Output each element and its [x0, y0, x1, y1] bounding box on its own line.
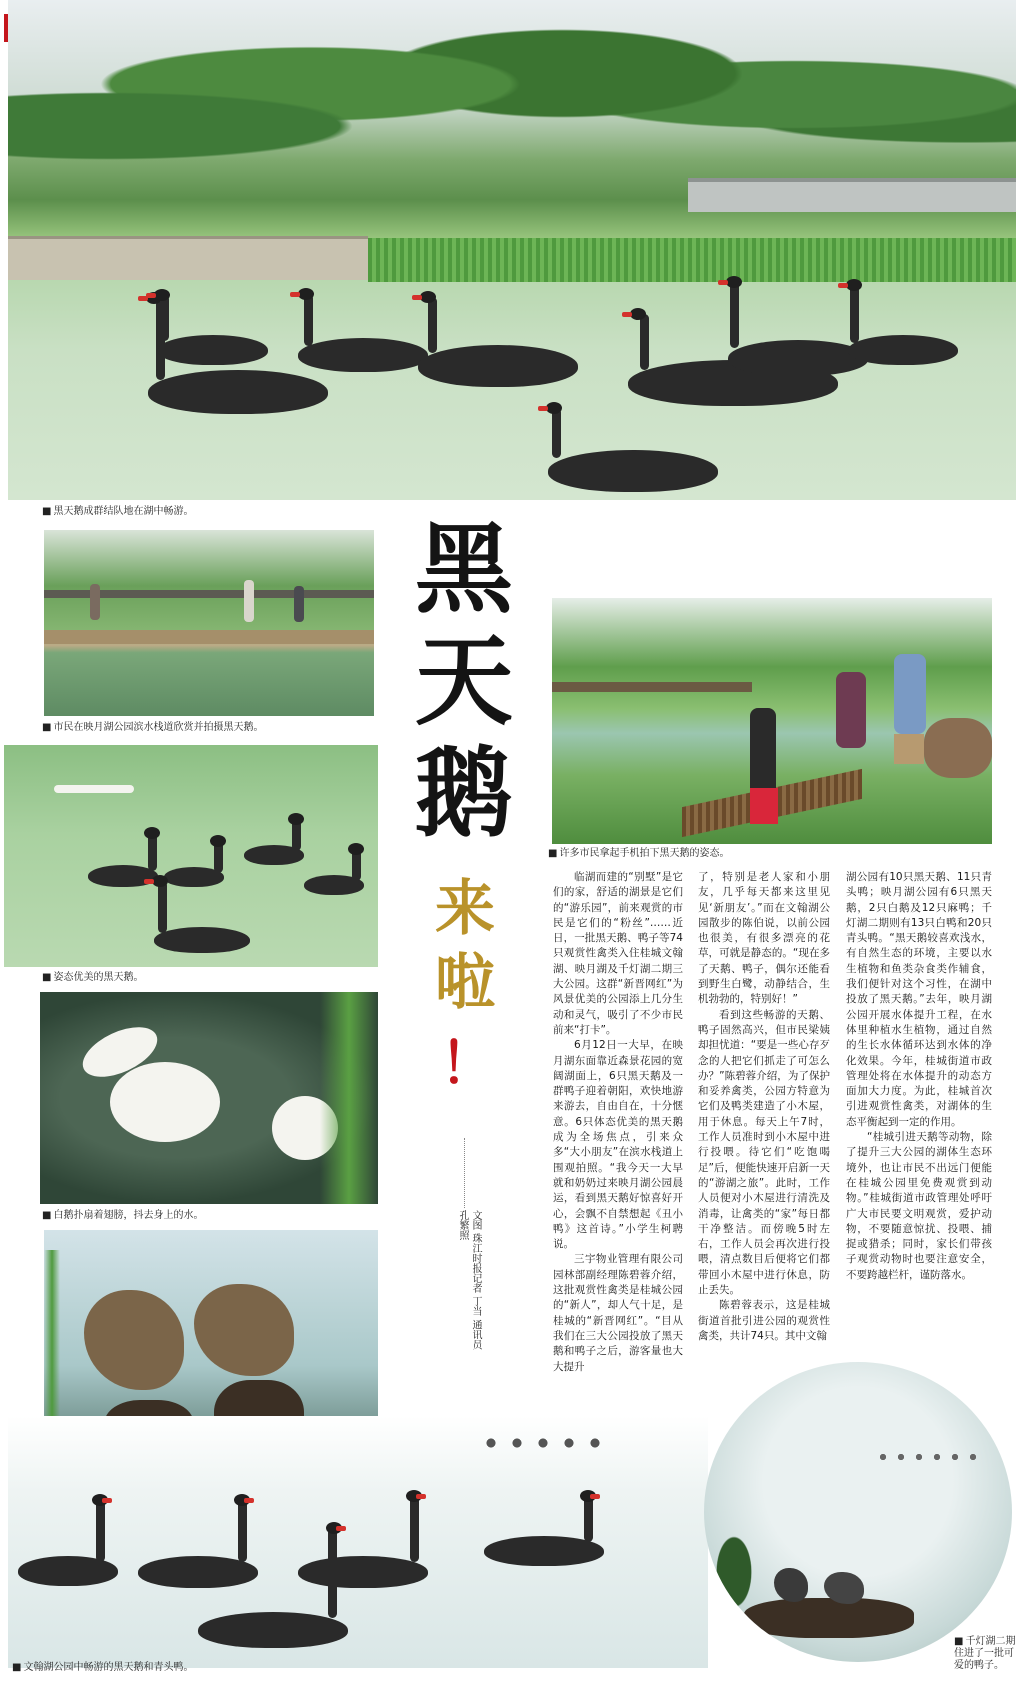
byline: 文图 珠江时报记者 丁当 通讯员 孔繁照 — [457, 1210, 481, 1350]
headline-char: 天 — [414, 624, 513, 739]
black-swan — [298, 338, 428, 372]
article-paragraph: “桂城引进天鹅等动物，除了提升三大公园的湖体生态环境外，也让市民不出远门便能在桂城公园里免费观赏到动物。”桂城街道市政管理处呼吁广大市民要文明观赏，爱护动物，不要随意惊扰、投喂、捕捉或猎杀；同时，家长们带孩子观赏动物时也要注意安全，不要跨越栏杆，谨防落水。 — [846, 1131, 992, 1281]
black-swan — [18, 1556, 118, 1586]
article-paragraph: 看到这些畅游的天鹅、鸭子固然高兴，但市民梁姨却担忧道：“要是一些心存歹念的人把它们抓走了可怎么办？”陈碧蓉介绍，为了保护和妥养禽类，公园方特意为它们及鸭类建造了小木屋，用于休息。每天上午7时，工作人员准时到小木屋中进行投喂。待它们“吃饱喝足”后，便能快速开启新一天的“游湖之旅”。此时，工作人员便对小木屋进行清洗及消毒，让禽类的“家”每日都干净整洁。而傍晚5时左右，工作人员会再次进行投喂，清点数目后便将它们都带回小木屋中进行休息，防止丢失。 — [698, 1008, 830, 1297]
black-swan — [154, 927, 250, 953]
distant-ducks — [874, 1452, 984, 1462]
article-paragraph: 临湖而建的“别墅”是它们的家，舒适的湖景是它们的“游乐园”，前来观赏的市民是它们的“粉丝”……近日，一批黑天鹅、鸭子等74只观赏性禽类入住桂城文翰湖、映月湖及千灯湖二期三大公园。这群“新晋网红”为风景优美的公园添上几分生动和灵气，吸引了不少市民前来“打卡”。 — [553, 871, 683, 1036]
caption-photo-h: ■ 千灯湖二期住进了一批可爱的鸭子。 — [954, 1636, 1020, 1672]
caption-photo-g: ■ 文翰湖公园中畅游的黑天鹅和青头鸭。 — [12, 1662, 352, 1674]
black-swan — [848, 335, 958, 365]
caption-hero: ■ 黑天鹅成群结队地在湖中畅游。 — [42, 506, 382, 518]
rock — [924, 718, 992, 778]
duck — [774, 1568, 808, 1602]
photo-qiandeng-lake — [704, 1362, 1012, 1662]
reeds — [368, 238, 1016, 282]
black-swan — [148, 370, 328, 414]
visitor-trousers — [750, 788, 778, 824]
headline-sub-char: 啦 — [435, 948, 495, 1018]
photo-wenhan-lake — [8, 1416, 708, 1668]
hero-photo — [8, 0, 1016, 500]
photo-graceful-swans — [4, 745, 378, 967]
headline-sub — [420, 872, 510, 1020]
caption-photo-c: ■ 姿态优美的黑天鹅。 — [42, 972, 382, 984]
article-column-3 — [846, 870, 992, 1350]
article-column-1 — [553, 870, 683, 1373]
black-swan — [164, 867, 224, 887]
article-paragraph: 6月12日一大早，在映月湖东面靠近森景花园的宽阔湖面上，6只黑天鹅及一群鸭子迎着朝阳，欢快地游来游去，自由自在，十分惬意。6只体态优美的黑天鹅成为全场焦点，引来众多“大小朋友”在滨水栈道上围观拍照。“我今天一大早就和奶奶过来映月湖公园晨运，看到黑天鹅好惊喜好开心，会飘不自禁想起《丑小鸭》这首诗。”小学生柯聘说。 — [553, 1039, 683, 1251]
black-swan — [158, 335, 268, 365]
grass-blades — [320, 992, 378, 1204]
headline-sub-char: 来 — [435, 874, 495, 944]
headline-char: 黑 — [414, 512, 513, 627]
black-swan — [728, 340, 868, 376]
black-swan — [244, 845, 304, 865]
distant-ducks — [478, 1436, 608, 1450]
headline-exclamation: ！ — [440, 1031, 496, 1097]
photo-boardwalk-viewers — [44, 530, 374, 716]
article-paragraph: 陈碧蓉表示，这是桂城街道首批引进公园的观赏性禽类，共计74只。其中文翰 — [698, 1299, 830, 1342]
visitor — [836, 672, 866, 748]
black-swan — [548, 450, 718, 492]
visitor — [244, 580, 254, 622]
article-column-2 — [698, 870, 830, 1350]
visitor — [294, 586, 304, 622]
boardwalk — [44, 630, 374, 644]
black-swan — [298, 1556, 428, 1588]
black-swan — [138, 1556, 258, 1588]
caption-photo-d: ■ 白鹅扑扇着翅膀，抖去身上的水。 — [42, 1210, 382, 1222]
dotted-divider — [464, 1138, 465, 1208]
headline-main — [404, 514, 524, 850]
fence — [552, 682, 752, 692]
mallard-duck — [84, 1290, 184, 1390]
mallard-duck — [194, 1284, 294, 1376]
black-swan — [304, 875, 364, 895]
article-paragraph: 了，特别是老人家和小朋友，几乎每天都来这里见见‘新朋友’。”而在文翰湖公园散步的陈伯说，以前公园也很美，有很多漂亮的花草，可就是静态的。“现在多了天鹅、鸭子，偶尔还能看到野生白鹭，动静结合，生机勃勃的，特别好！” — [698, 871, 830, 1006]
photo-visitors-photographing — [552, 598, 992, 844]
black-swan — [198, 1612, 348, 1648]
article-paragraph: 湖公园有10只黑天鹅、11只青头鸭；映月湖公园有6只黑天鹅，2只白鹅及12只麻鸭；千灯湖二期则有13只白鸭和20只青头鸭。“黑天鹅较喜欢浅水，有自然生态的环境，主要以水生植物和鱼类杂食类作辅食，我们便针对这个习性，在湖中投放了黑天鹅。”去年，映月湖公园开展水体提升工程，在水体里种植水生植物，通过自然的生长水体循环达到水体的净化效果。今年，桂城街道市政管理处将在水体提升的动态方面加大力度。为此，桂城首次引进观赏性禽类，对湖体的生态平衡起到一定的作用。 — [846, 871, 992, 1128]
caption-photo-b: ■ 市民在映月湖公园滨水栈道欣赏并拍摄黑天鹅。 — [42, 722, 382, 734]
caption-photo-f: ■ 许多市民拿起手机拍下黑天鹅的姿态。 — [548, 848, 988, 860]
boardwalk — [8, 236, 368, 280]
bridge — [688, 178, 1016, 212]
visitor — [90, 584, 100, 620]
rock — [744, 1598, 914, 1638]
white-goose — [110, 1062, 220, 1142]
article-paragraph: 三宇物业管理有限公司园林部副经理陈碧蓉介绍，这批观赏性禽类是桂城公园的“新人”，却人气十足，是桂城的“新晋网红”。“目从我们在三大公园投放了黑天鹅和鸭子之后，游客量也大大提升 — [553, 1253, 683, 1373]
foliage — [704, 1512, 764, 1632]
headline-char: 鹅 — [414, 736, 513, 851]
visitor — [894, 654, 926, 734]
photo-white-geese — [40, 992, 378, 1204]
black-swan — [484, 1536, 604, 1566]
distant-ducks — [54, 785, 134, 793]
visitor-shorts — [894, 734, 924, 764]
visitor — [750, 708, 776, 790]
black-swan — [418, 345, 578, 387]
